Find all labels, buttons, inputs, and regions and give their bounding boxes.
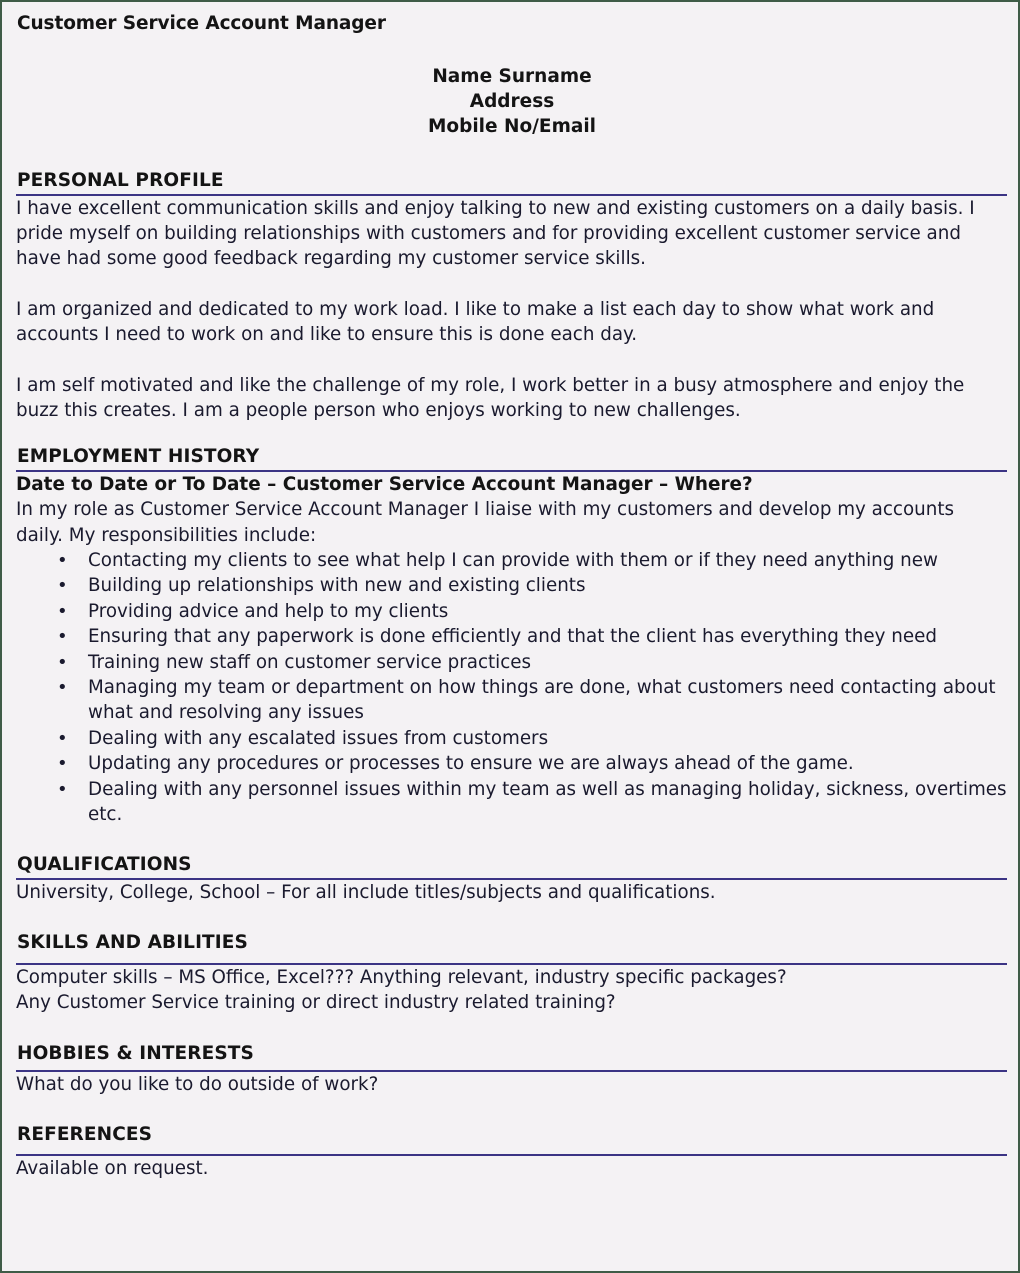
list-item: [16, 675, 1008, 726]
personal-profile-paragraph-1: I have excellent communication skills and enjoy talking to new and existing customers on a daily basis. I pride myself on building relationships with customers and for providing excellent customer service and have had some good feedback regarding my customer service skills.: [16, 197, 975, 270]
bullet-icon: •: [57, 626, 68, 648]
list-item-label: Training new staff on customer service practices: [88, 651, 532, 673]
list-item: [16, 624, 1008, 649]
list-item-label: Managing my team or department on how things are done, what customers need contacting about what and resolving any issues: [88, 676, 996, 724]
section-heading-skills-and-abilities: SKILLS AND ABILITIES: [17, 931, 248, 953]
bullet-icon: •: [57, 778, 68, 800]
list-item: [16, 599, 1008, 624]
qualifications-text: University, College, School – For all include titles/subjects and qualifications.: [16, 881, 716, 903]
bullet-icon: •: [57, 600, 68, 622]
section-employment-history: [16, 445, 1008, 827]
section-heading-references: REFERENCES: [17, 1124, 153, 1146]
bullet-icon: •: [57, 676, 68, 698]
section-qualifications: [16, 853, 1008, 905]
list-item-label: Updating any procedures or processes to ensure we are always ahead of the game.: [88, 753, 854, 775]
bullet-icon: •: [57, 727, 68, 749]
contact-name: Name Surname: [432, 65, 592, 87]
employment-intro-text: In my role as Customer Service Account Manager I liaise with my customers and develop my accounts daily. My responsibilities include:: [16, 499, 955, 546]
section-references: [16, 1123, 1008, 1181]
section-heading-employment-history: EMPLOYMENT HISTORY: [17, 446, 260, 468]
contact-header-block: [16, 64, 1008, 139]
references-text: Available on request.: [16, 1157, 209, 1179]
personal-profile-paragraph-2: I am organized and dedicated to my work load. I like to make a list each day to show what work and accounts I need to work on and like to ensure this is done each day.: [16, 298, 935, 346]
section-skills-and-abilities: [16, 931, 1008, 1016]
list-item: [16, 548, 1008, 573]
section-heading-hobbies-and-interests: HOBBIES & INTERESTS: [17, 1042, 254, 1064]
bullet-icon: •: [57, 575, 68, 597]
list-item: [16, 726, 1008, 751]
job-title-line: Date to Date or To Date – Customer Service Account Manager – Where?: [16, 473, 753, 495]
skills-line-2: Any Customer Service training or direct industry related training?: [16, 992, 616, 1014]
bullet-icon: •: [57, 549, 68, 571]
responsibilities-list: [16, 548, 1008, 827]
list-item: [16, 777, 1008, 828]
list-item-label: Dealing with any escalated issues from customers: [88, 727, 549, 749]
document-content: [16, 12, 1008, 1181]
bullet-icon: •: [57, 651, 68, 673]
list-item-label: Dealing with any personnel issues within my team as well as managing holiday, sickness, overtimes etc.: [88, 778, 1007, 825]
bullet-icon: •: [57, 753, 68, 775]
document-title: Customer Service Account Manager: [17, 13, 386, 34]
list-item: [16, 573, 1008, 598]
list-item: [16, 650, 1008, 675]
contact-address: Address: [469, 91, 555, 113]
contact-mobile-email: Mobile No/Email: [427, 116, 597, 138]
section-heading-qualifications: QUALIFICATIONS: [17, 854, 192, 876]
section-heading-personal-profile: PERSONAL PROFILE: [17, 170, 224, 192]
skills-line-1: Computer skills – MS Office, Excel??? Anything relevant, industry specific packages?: [16, 967, 787, 989]
section-hobbies-and-interests: [16, 1042, 1008, 1098]
list-item-label: Providing advice and help to my clients: [88, 600, 449, 622]
hobbies-text: What do you like to do outside of work?: [16, 1074, 379, 1095]
list-item-label: Contacting my clients to see what help I can provide with them or if they need anything new: [88, 549, 938, 571]
list-item: [16, 751, 1008, 776]
list-item-label: Ensuring that any paperwork is done efficiently and that the client has everything they need: [88, 626, 937, 648]
personal-profile-paragraph-3: I am self motivated and like the challenge of my role, I work better in a busy atmosphere and enjoy the buzz this creates. I am a people person who enjoys working to new challenges.: [16, 374, 965, 421]
list-item-label: Building up relationships with new and existing clients: [88, 575, 586, 597]
section-personal-profile: [16, 169, 1008, 423]
